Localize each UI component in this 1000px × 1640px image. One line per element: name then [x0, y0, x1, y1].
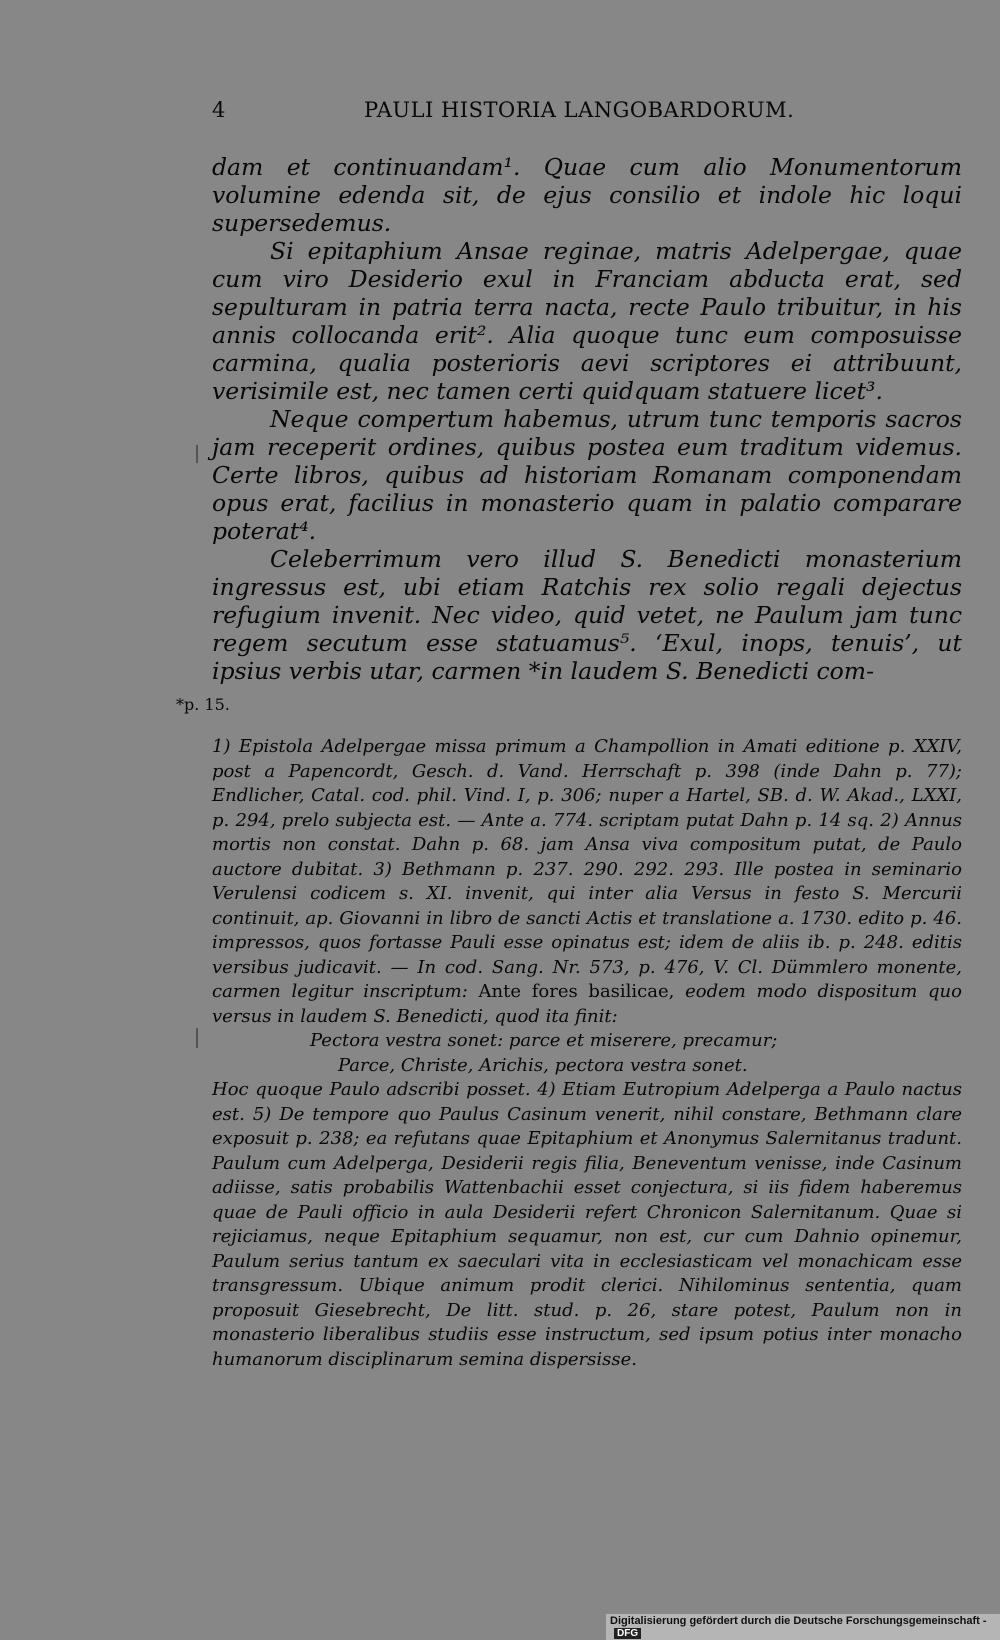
paragraph-2: Si epitaphium Ansae reginae, matris Adelpergae, quae cum viro Desiderio exul in Franciam abducta erat, sed sepulturam in patria terra nacta, recte Paulo tribuitur, in his annis collocanda erit². Alia quoque tunc eum composuisse carmina, qualia posterioris aevi scriptores ei attribuunt, verisimile est, nec tamen certi quidquam statuere licet³. [212, 237, 962, 405]
dfg-logo: DFG [614, 1628, 641, 1639]
footnote-4-5: Hoc quoque Paulo adscribi posset. 4) Etiam Eutropium Adelperga a Paulo nactus est. 5) De tempore quo Paulus Casinum venerit, nihil constare, Bethmann clare exposuit p. 238; ea refutans quae Epitaphium et Anonymus Salernitanus tradunt. Paulum cum Adelperga, Desiderii regis filia, Beneventum venisse, inde Casinum adiisse, satis probabilis Wattenbachii esset conjectura, si iis fidem haberemus quae de Pauli officio in aula Desiderii refert Chronicon Salernitanum. Quae si rejiciamus, neque Epitaphium sequamur, non est, cur cum Dahnio opinemur, Paulum serius tantum ex saeculari vita in ecclesiasticam vel monachicam esse transgressum. Ubique animum prodit clerici. Nihilominus sententia, quam proposuit Giesebrecht, De litt. stud. p. 26, stare potest, Paulum non in monasterio liberalibus studiis esse instructum, sed ipsum potius inter monacho humanorum disciplinarum semina dispersisse. [212, 1079, 962, 1370]
main-text [212, 153, 962, 685]
verse-line-2: Parce, Christe, Arichis, pectora vestra sonet. [338, 1054, 748, 1076]
margin-page-reference: *p. 15. [176, 695, 230, 714]
running-title: PAULI HISTORIA LANGOBARDORUM. [364, 98, 795, 122]
margin-rule-lower [196, 1028, 198, 1048]
margin-rule-upper [196, 445, 198, 463]
paragraph-4: Celeberrimum vero illud S. Benedicti monasterium ingressus est, ubi etiam Ratchis rex solio regali dejectus refugium invenit. Nec video, quid vetet, ne Paulum jam tunc regem secutum esse statuamus⁵. ‘Exul, inops, tenuis’, ut ipsius verbis utar, carmen *in laudem S. Benedicti com- [212, 545, 962, 685]
page-number: 4 [212, 98, 226, 122]
digitization-credit [606, 1614, 1000, 1640]
footnote-1-3 [212, 735, 962, 1029]
credit-text: Digitalisierung gefördert durch die Deutsche Forschungsgemeinschaft - [610, 1615, 987, 1627]
paragraph-1: dam et continuandam¹. Quae cum alio Monumentorum volumine edenda sit, de ejus consilio et indole hic loqui supersedemus. [212, 153, 962, 237]
footnote-inscription: Ante fores basilicae, [478, 981, 675, 1002]
footnote-1-text: 1) Epistola Adelpergae missa primum a Champollion in Amati editione p. XXIV, post a Papencordt, Gesch. d. Vand. Herrschaft p. 398 (inde Dahn p. 77); Endlicher, Catal. cod. phil. Vind. I, p. 306; nuper a Hartel, SB. d. W. Akad., LXXI, p. 294, prelo subjecta est. — Ante a. 774. scriptam putat Dahn p. 14 sq. 2) Annus mortis non constat. Dahn p. 68. jam Ansa viva compositum putat, de Paulo auctore dubitat. 3) Bethmann p. 237. 290. 292. 293. Ille postea in seminario Verulensi codicem s. XI. invenit, qui inter alia Versus in festo S. Mercurii continuit, ap. Giovanni in libro de sancti Actis et translatione a. 1730. edito p. 46. impressos, quos fortasse Pauli esse opinatus est; idem de aliis ib. p. 248. editis versibus judicavit. — In cod. Sang. Nr. 573, p. 476, V. Cl. Dümmlero monente, carmen legitur inscriptum: [212, 736, 962, 1002]
running-header [212, 98, 962, 128]
footnotes [212, 735, 962, 1372]
paragraph-3: Neque compertum habemus, utrum tunc temporis sacros jam receperit ordines, quibus postea eum traditum videmus. Certe libros, quibus ad historiam Romanam componendam opus erat, facilius in monasterio quam in palatio comparare poterat⁴. [212, 405, 962, 545]
verse-line-1: Pectora vestra sonet: parce et miserere, precamur; [310, 1030, 778, 1051]
footnote-inscription-note: eodem modo dispositum quo versus in laudem S. Benedicti, quod ita finit: [212, 981, 962, 1027]
